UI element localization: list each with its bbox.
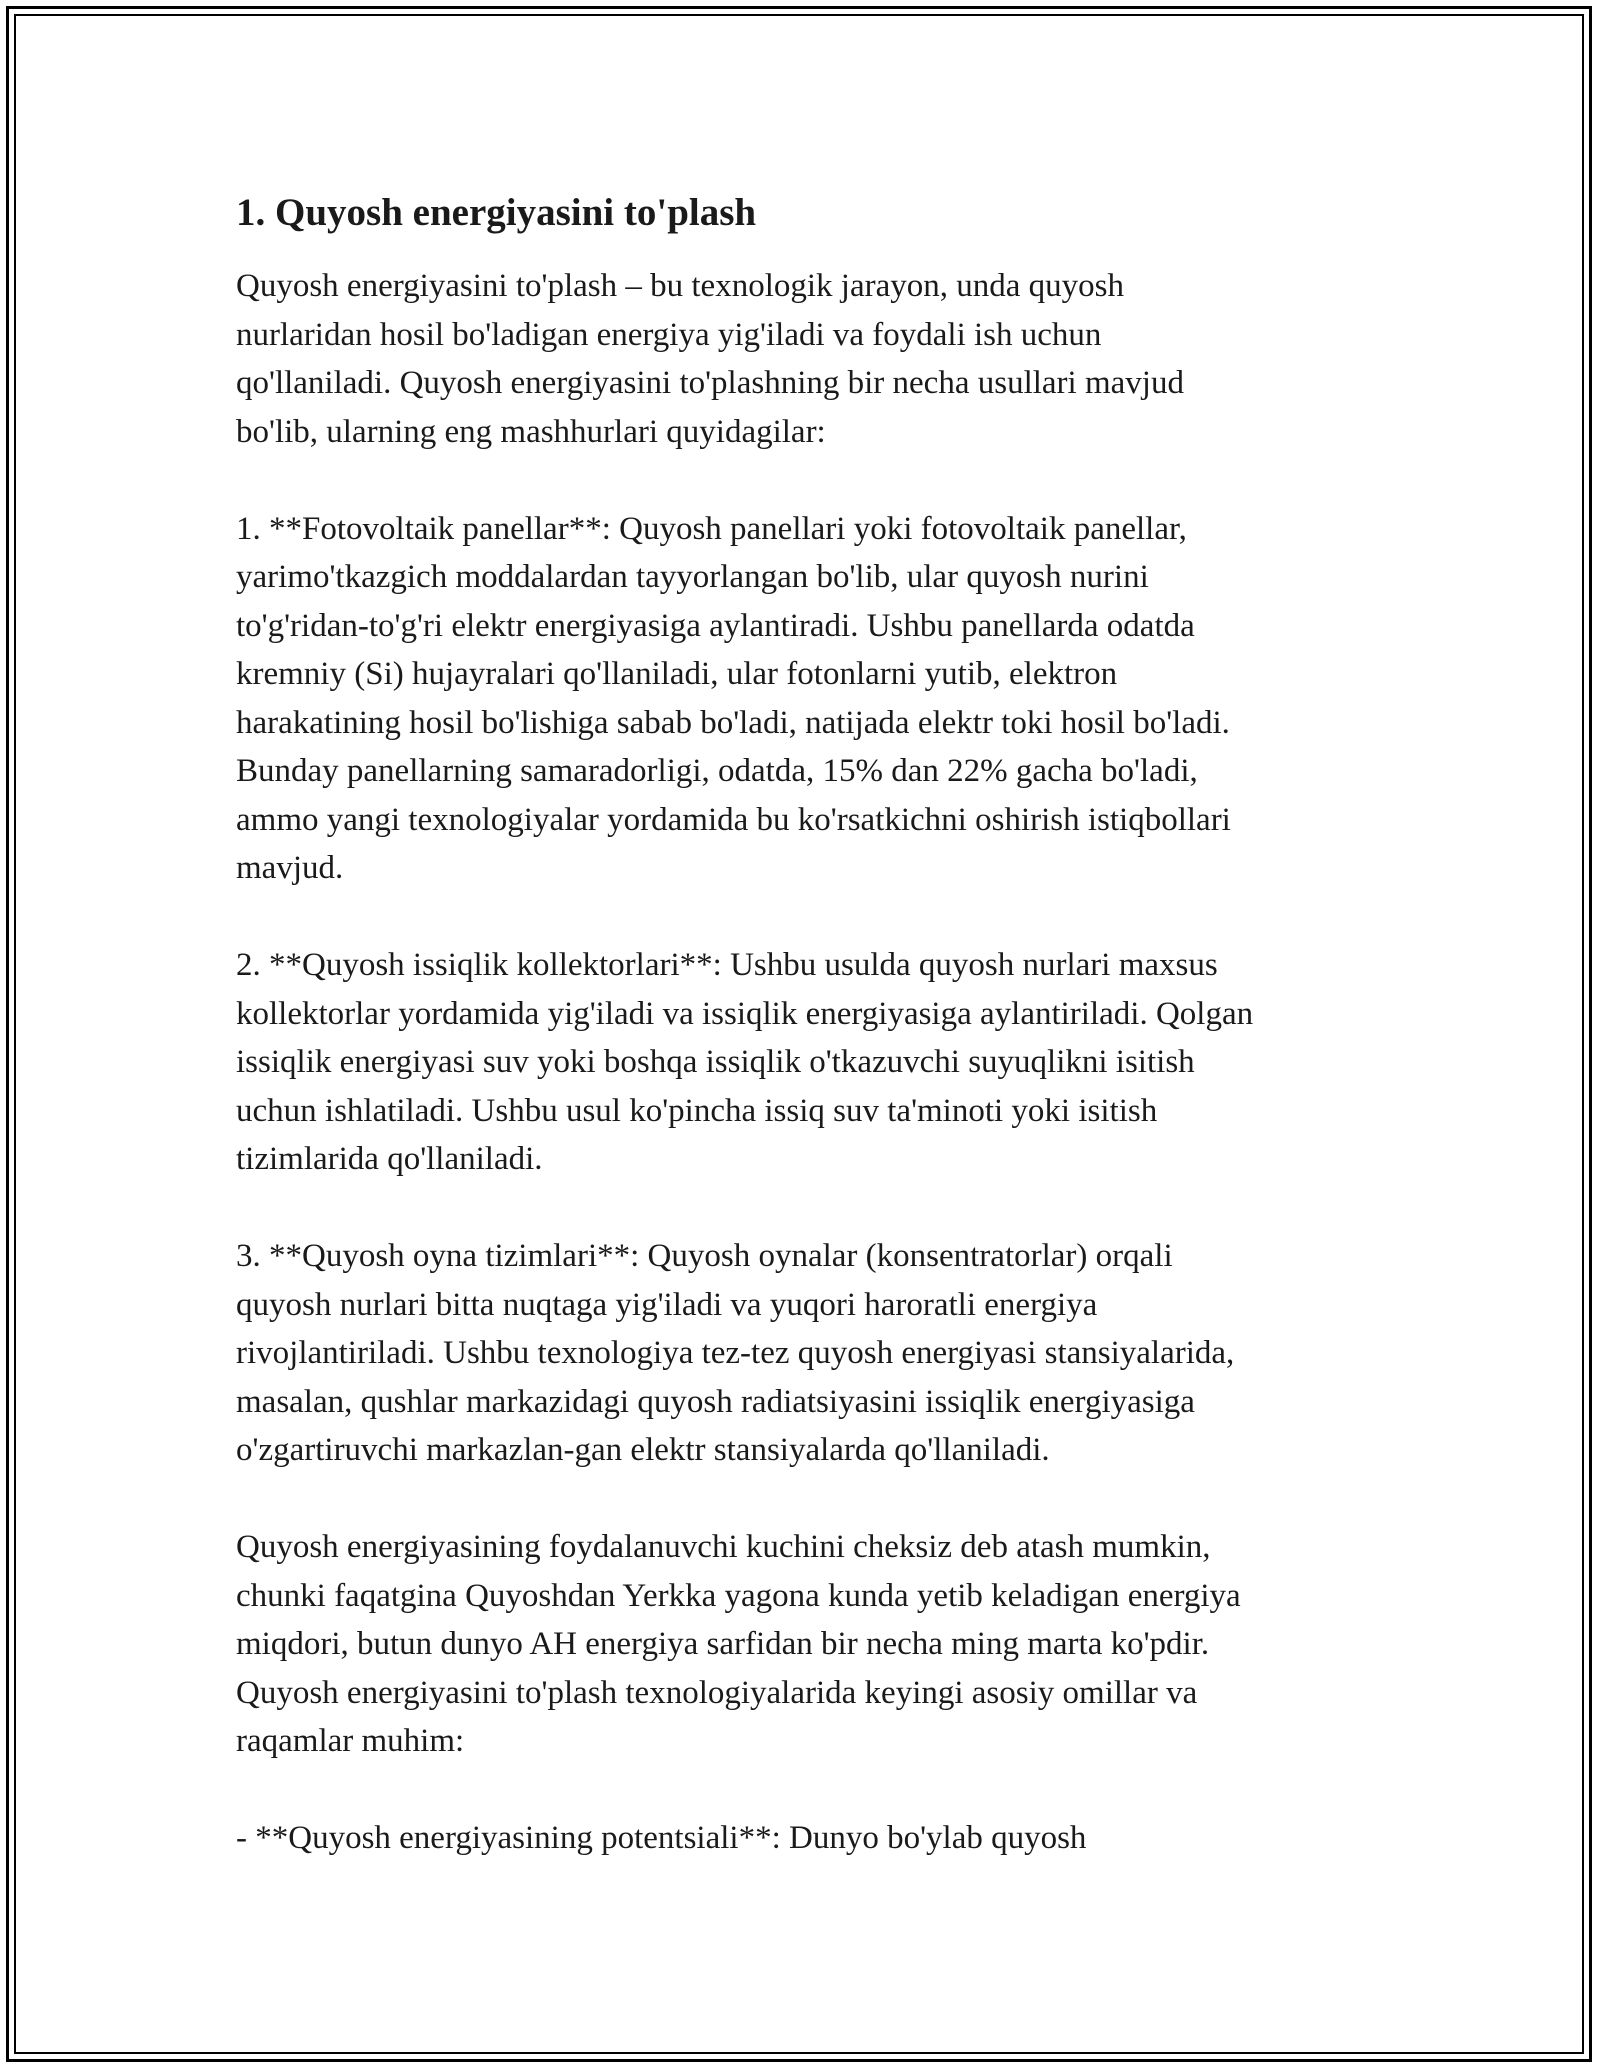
text-line: kremniy (Si) hujayralari qo'llaniladi, ular fotonlarni yutib, elektron — [236, 656, 1118, 692]
text-line: Quyosh energiyasini to'plash – bu texnologik jarayon, unda quyosh — [236, 268, 1124, 304]
text-line: harakatining hosil bo'lishiga sabab bo'ladi, natijada elektr toki hosil bo'ladi. — [236, 704, 1230, 741]
text-line: issiqlik energiyasi suv yoki boshqa issiqlik o'tkazuvchi suyuqlikni isitish — [236, 1044, 1195, 1080]
text-line: quyosh nurlari bitta nuqtaga yig'iladi va yuqori haroratli energiya — [236, 1286, 1098, 1323]
text-line: uchun ishlatiladi. Ushbu usul ko'pincha issiq suv ta'minoti yoki isitish — [236, 1092, 1158, 1129]
document-title: 1. Quyosh energiyasini to'plash — [236, 191, 757, 234]
text-line: yarimo'tkazgich moddalardan tayyorlangan bo'lib, ular quyosh nurini — [236, 559, 1149, 595]
text-line: Quyosh energiyasining foydalanuvchi kuchini cheksiz deb atash mumkin, — [236, 1529, 1211, 1565]
text-line: to'g'ridan-to'g'ri elektr energiyasiga aylantiradi. Ushbu panellarda odatda — [236, 607, 1195, 644]
text-line: 3. **Quyosh oyna tizimlari**: Quyosh oynalar (konsentratorlar) orqali — [236, 1238, 1173, 1274]
text-line: kollektorlar yordamida yig'iladi va issiqlik energiyasiga aylantiriladi. Qolgan — [236, 995, 1254, 1032]
text-line: raqamlar muhim: — [236, 1723, 465, 1759]
document-body — [236, 262, 1386, 1863]
text-line: qo'llaniladi. Quyosh energiyasini to'plashning bir necha usullari mavjud — [236, 365, 1184, 401]
text-line: ammo yangi texnologiyalar yordamida bu ko'rsatkichni oshirish istiqbollari — [236, 801, 1231, 838]
text-line: o'zgartiruvchi markazlan-gan elektr stansiyalarda qo'llaniladi. — [236, 1432, 1050, 1468]
text-line: Bunday panellarning samaradorligi, odatda, 15% dan 22% gacha bo'ladi, — [236, 753, 1198, 789]
document-page — [236, 186, 1386, 1863]
text-line: - **Quyosh energiyasining potentsiali**: Dunyo bo'ylab quyosh — [236, 1820, 1087, 1856]
text-line: mavjud. — [236, 850, 344, 886]
bullet-item-potential — [236, 1814, 1386, 1863]
text-line: tizimlarida qo'llaniladi. — [236, 1141, 543, 1177]
list-item-thermal-collectors — [236, 941, 1386, 1184]
text-line: chunki faqatgina Quyoshdan Yerkka yagona kunda yetib keladigan energiya — [236, 1577, 1241, 1614]
text-line: bo'lib, ularning eng mashhurlari quyidagilar: — [236, 413, 826, 450]
text-line: masalan, qushlar markazidagi quyosh radiatsiyasini issiqlik energiyasiga — [236, 1383, 1195, 1420]
text-line: miqdori, butun dunyo AH energiya sarfidan bir necha ming marta ko'pdir. — [236, 1626, 1210, 1662]
list-item-photovoltaic — [236, 505, 1386, 893]
text-line: Quyosh energiyasini to'plash texnologiyalarida keyingi asosiy omillar va — [236, 1674, 1198, 1711]
text-line: nurlaridan hosil bo'ladigan energiya yig'iladi va foydali ish uchun — [236, 316, 1102, 353]
text-line: rivojlantiriladi. Ushbu texnologiya tez-tez quyosh energiyasi stansiyalarida, — [236, 1335, 1235, 1371]
summary-paragraph — [236, 1523, 1386, 1766]
list-item-mirror-systems — [236, 1232, 1386, 1475]
intro-paragraph — [236, 262, 1386, 456]
text-line: 1. **Fotovoltaik panellar**: Quyosh panellari yoki fotovoltaik panellar, — [236, 510, 1187, 547]
text-line: 2. **Quyosh issiqlik kollektorlari**: Ushbu usulda quyosh nurlari maxsus — [236, 947, 1218, 983]
